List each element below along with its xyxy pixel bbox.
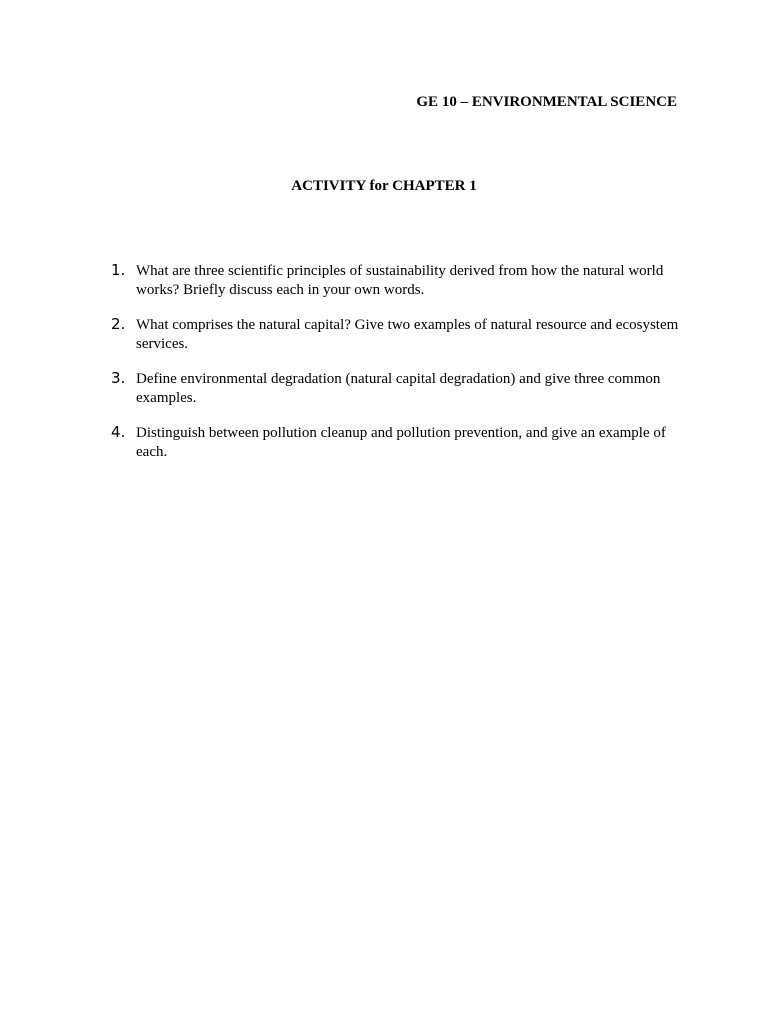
activity-title: ACTIVITY for CHAPTER 1 (291, 178, 477, 194)
question-item (110, 370, 682, 408)
question-number: 4. (111, 423, 126, 441)
question-text: What comprises the natural capital? Give two examples of natural resource and ecosystem services. (136, 317, 679, 352)
course-header: GE 10 – ENVIRONMENTAL SCIENCE (416, 94, 677, 110)
question-item (110, 424, 682, 462)
question-text: Define environmental degradation (natural capital degradation) and give three common examples. (136, 371, 661, 406)
question-item (110, 316, 682, 354)
question-item (110, 262, 682, 300)
question-number: 2. (111, 315, 126, 333)
question-number: 1. (111, 261, 126, 279)
question-text: Distinguish between pollution cleanup and pollution prevention, and give an example of each. (136, 425, 666, 460)
question-list (110, 262, 682, 478)
question-text: What are three scientific principles of sustainability derived from how the natural world works? Briefly discuss each in your own words. (136, 263, 664, 298)
question-number: 3. (111, 369, 126, 387)
